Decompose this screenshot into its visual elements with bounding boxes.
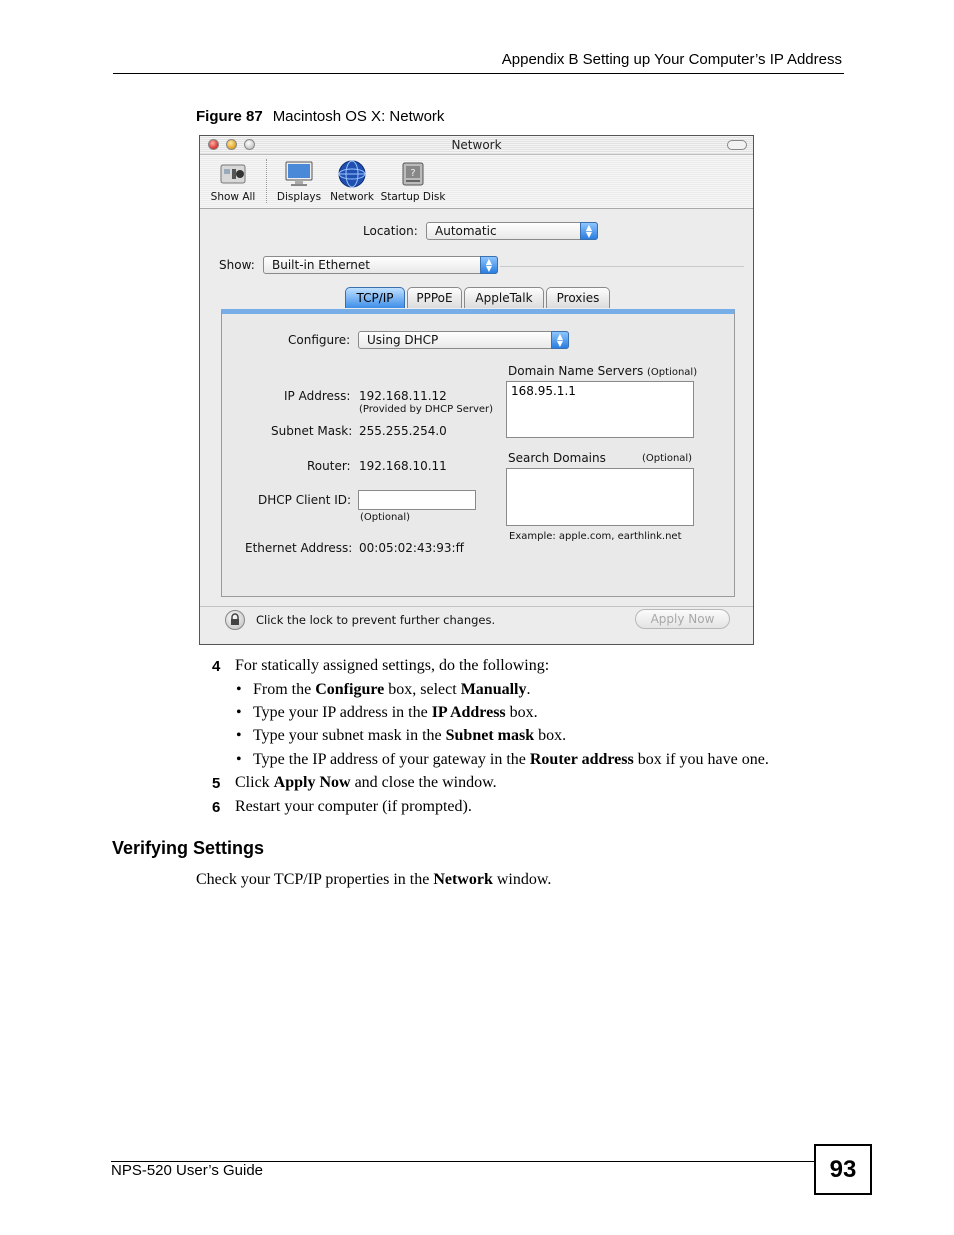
router-value: 192.168.10.11 bbox=[359, 459, 447, 473]
step-number: 5 bbox=[212, 775, 221, 792]
step-text: Restart your computer (if prompted). bbox=[235, 798, 472, 815]
step-number: 6 bbox=[212, 799, 221, 816]
toolbar-label: Network bbox=[330, 191, 374, 203]
subnet-mask-label: Subnet Mask: bbox=[271, 424, 353, 438]
startup-disk-icon bbox=[397, 159, 429, 189]
header-rule bbox=[113, 73, 844, 74]
section-body: Check your TCP/IP properties in the Network window. bbox=[196, 871, 552, 888]
select-arrows-icon: ▲ ▼ bbox=[480, 256, 498, 274]
configure-label: Configure: bbox=[288, 333, 351, 347]
tab-pppoe[interactable]: PPPoE bbox=[407, 287, 462, 308]
show-select[interactable] bbox=[263, 256, 498, 274]
apply-now-button[interactable]: Apply Now bbox=[635, 609, 730, 629]
toolbar bbox=[200, 155, 753, 209]
page-number: 93 bbox=[814, 1144, 872, 1195]
footer-guide-title: NPS-520 User’s Guide bbox=[111, 1162, 264, 1179]
subnet-mask-value: 255.255.254.0 bbox=[359, 424, 447, 438]
ethernet-address-label: Ethernet Address: bbox=[245, 541, 353, 555]
configure-value: Using DHCP bbox=[367, 333, 439, 347]
show-label: Show: bbox=[219, 258, 255, 272]
configure-select[interactable] bbox=[358, 331, 569, 349]
ip-address-note: (Provided by DHCP Server) bbox=[359, 404, 494, 415]
dhcp-client-id-label: DHCP Client ID: bbox=[258, 493, 352, 507]
lock-icon[interactable] bbox=[225, 610, 245, 630]
network-globe-icon bbox=[336, 159, 368, 189]
bullet-item: • bbox=[236, 727, 242, 744]
network-window bbox=[199, 135, 754, 645]
dns-optional: (Optional) bbox=[647, 367, 698, 378]
display-icon bbox=[283, 159, 315, 189]
ip-address-label: IP Address: bbox=[284, 389, 351, 403]
step-text: Click Apply Now and close the window. bbox=[235, 774, 497, 791]
dhcp-client-id-field[interactable] bbox=[358, 490, 476, 510]
toolbar-label: Startup Disk bbox=[380, 191, 446, 203]
figure-label: Figure 87 bbox=[196, 108, 263, 125]
bullet-text: From the Configure box, select Manually. bbox=[253, 681, 531, 698]
lock-message: Click the lock to prevent further changes. bbox=[256, 613, 496, 627]
search-domains-example: Example: apple.com, earthlink.net bbox=[509, 531, 682, 542]
toolbar-network[interactable] bbox=[328, 159, 376, 203]
tab-appletalk[interactable]: AppleTalk bbox=[464, 287, 544, 308]
bullet-item: • bbox=[236, 751, 242, 768]
search-domains-field[interactable] bbox=[506, 468, 694, 526]
tab-tcpip[interactable]: TCP/IP bbox=[345, 287, 405, 308]
search-domains-label: Search Domains bbox=[508, 451, 606, 465]
window-title: Network bbox=[451, 138, 502, 152]
bottom-divider bbox=[200, 606, 753, 607]
title-bar[interactable] bbox=[200, 136, 753, 155]
router-label: Router: bbox=[307, 459, 351, 473]
toolbar-toggle-button[interactable] bbox=[727, 140, 747, 150]
select-arrows-icon: ▲ ▼ bbox=[551, 331, 569, 349]
dhcp-client-id-optional: (Optional) bbox=[360, 512, 411, 523]
toolbar-show-all[interactable] bbox=[208, 159, 258, 203]
svg-text:?: ? bbox=[410, 168, 416, 179]
dns-servers-value: 168.95.1.1 bbox=[511, 384, 576, 398]
toolbar-label: Displays bbox=[276, 191, 322, 203]
toolbar-separator bbox=[266, 159, 267, 203]
dns-label bbox=[508, 364, 697, 378]
bullet-item: • bbox=[236, 704, 242, 721]
tab-proxies[interactable]: Proxies bbox=[546, 287, 610, 308]
figure-caption-text: Macintosh OS X: Network bbox=[272, 108, 445, 125]
toolbar-label: Show All bbox=[210, 191, 256, 203]
location-select[interactable] bbox=[426, 222, 598, 240]
step-number: 4 bbox=[212, 658, 221, 675]
show-divider bbox=[500, 266, 744, 267]
show-value: Built-in Ethernet bbox=[272, 258, 370, 272]
bullet-text: Type your IP address in the IP Address box. bbox=[253, 704, 538, 721]
show-all-icon bbox=[217, 159, 249, 189]
figure-caption bbox=[196, 108, 444, 125]
bullet-text: Type your subnet mask in the Subnet mask box. bbox=[253, 727, 567, 744]
step-text: For statically assigned settings, do the following: bbox=[235, 657, 550, 674]
dns-servers-field[interactable] bbox=[506, 381, 694, 438]
toolbar-displays[interactable] bbox=[274, 159, 324, 203]
dns-label-text: Domain Name Servers bbox=[508, 364, 644, 378]
search-domains-optional: (Optional) bbox=[642, 453, 693, 464]
location-label: Location: bbox=[363, 224, 418, 238]
section-heading: Verifying Settings bbox=[112, 838, 265, 858]
toolbar-startup-disk[interactable] bbox=[380, 159, 446, 203]
bullet-item: • bbox=[236, 681, 242, 698]
bullet-text: Type the IP address of your gateway in the Router address box if you have one. bbox=[253, 751, 769, 768]
location-value: Automatic bbox=[435, 224, 497, 238]
ethernet-address-value: 00:05:02:43:93:ff bbox=[359, 541, 464, 555]
page-header-title: Appendix B Setting up Your Computer’s IP Address bbox=[501, 51, 842, 68]
select-arrows-icon: ▲ ▼ bbox=[580, 222, 598, 240]
ip-address-value: 192.168.11.12 bbox=[359, 389, 447, 403]
